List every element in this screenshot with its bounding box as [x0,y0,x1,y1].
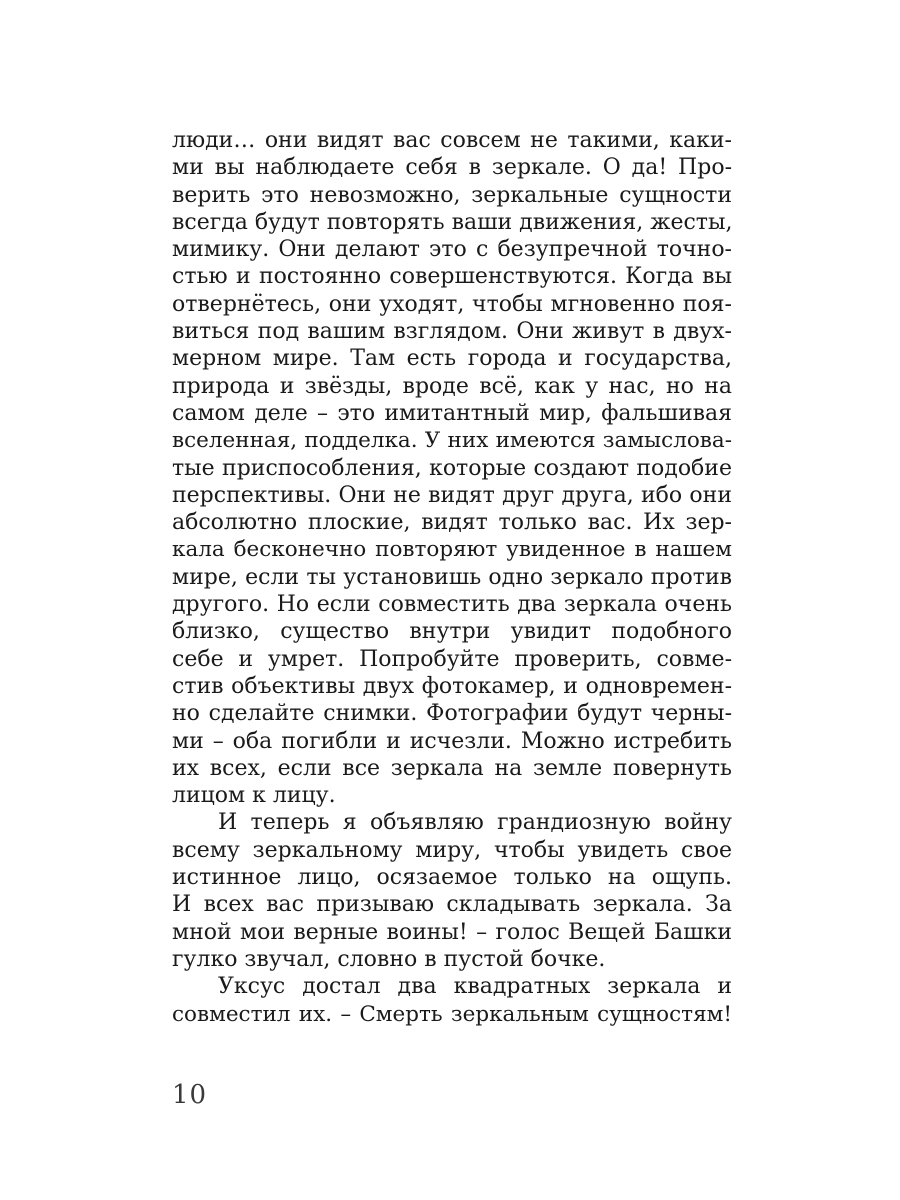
text-line: перспективы. Они не видят друг друга, ибо они [172,482,732,508]
text-line: всему зеркальному миру, чтобы увидеть свое [172,837,732,863]
text-line: но сделайте снимки. Фотографии будут черны- [172,701,732,727]
text-line: гулко звучал, словно в пустой бочке. [172,946,606,972]
text-line: близко, существо внутри увидит подобного [172,619,732,645]
text-line: кала бесконечно повторяют увиденное в нашем [172,537,732,563]
text-line: ми – оба погибли и исчезли. Можно истребить [172,728,732,754]
text-line: люди… они видят вас совсем не такими, каки- [172,128,732,153]
text-line: абсолютно плоские, видят только вас. Их зер- [172,510,732,536]
text-line: себе и умрет. Попробуйте проверить, совме- [172,646,732,672]
text-line: стью и постоянно совершенствуются. Когда вы [172,264,732,290]
text-line: вселенная, подделка. У них имеются замыслова- [172,428,732,454]
text-line: их всех, если все зеркала на земле повернуть [172,755,732,781]
text-line: мной мои верные воины! – голос Вещей Башки [172,919,732,945]
text-line: ми вы наблюдаете себя в зеркале. О да! Про- [172,155,732,181]
text-line: мерном мире. Там есть города и государства, [172,346,732,372]
text-line: тые приспособления, которые создают подобие [172,455,732,481]
page-number: 10 [172,1080,208,1110]
text-line: самом деле – это имитантный мир, фальшивая [172,400,732,426]
text-line: И всех вас призываю складывать зеркала. За [172,892,732,918]
text-line: виться под вашим взглядом. Они живут в двух- [172,319,732,345]
body-text [172,127,732,1028]
text-line: природа и звёзды, вроде всё, как у нас, но на [172,373,732,399]
text-line: лицом к лицу. [172,783,336,809]
text-line: совместил их. – Смерть зеркальным сущностям! [172,1001,732,1027]
text-line: истинное лицо, осязаемое только на ощупь. [172,865,732,891]
text-line: всегда будут повторять ваши движения, жесты, [172,209,733,235]
text-line: стив объективы двух фотокамер, и одновремен- [172,673,732,699]
text-line: мире, если ты установишь одно зеркало против [172,564,732,590]
text-line: И теперь я объявляю грандиозную войну [218,810,732,836]
text-line: Уксус достал два квадратных зеркала и [218,974,732,1000]
text-line: другого. Но если совместить два зеркала очень [172,592,732,618]
text-line: верить это невозможно, зеркальные сущности [172,182,732,208]
text-line: мимику. Они делают это с безупречной точно- [172,237,732,263]
text-line: отвернётесь, они уходят, чтобы мгновенно поя- [172,291,732,317]
